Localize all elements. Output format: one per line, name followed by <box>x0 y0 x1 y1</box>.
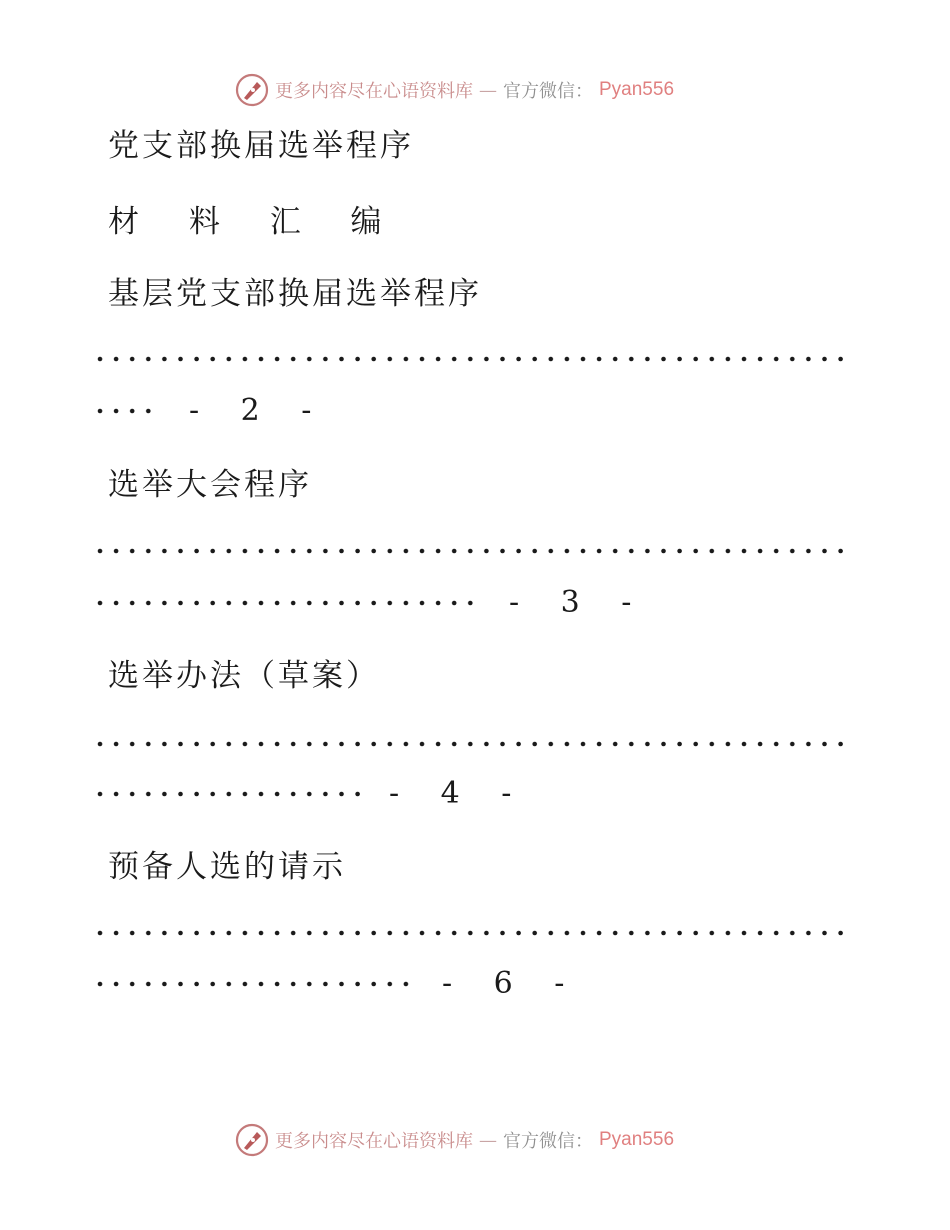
toc-page-number[interactable]: - 2 - <box>189 392 328 428</box>
document-subtitle: 材 料 汇 编 <box>108 204 402 240</box>
pen-nib-logo-icon <box>235 1123 269 1157</box>
toc-entry-title-2[interactable]: 选举大会程序 <box>108 467 312 503</box>
toc-entry-tail-1 <box>96 390 327 430</box>
toc-leader-dots <box>96 922 848 942</box>
toc-leader-dots <box>96 783 361 803</box>
toc-entry-title-3[interactable]: 选举办法（草案） <box>108 658 380 694</box>
toc-leader-dots <box>96 400 161 420</box>
toc-leader-dots <box>96 733 848 753</box>
toc-entry-title-1[interactable]: 基层党支部换届选举程序 <box>108 276 482 312</box>
watermark-official-label: 官方微信： <box>503 1131 593 1152</box>
toc-leader-dots <box>96 592 481 612</box>
toc-page-number[interactable]: - 4 - <box>389 775 528 811</box>
toc-entry-title-4[interactable]: 预备人选的请示 <box>108 849 346 885</box>
watermark-wechat-id: Pyan556 <box>599 1129 675 1150</box>
toc-entry-tail-3 <box>96 773 527 813</box>
header-watermark <box>235 72 674 108</box>
toc-entry-tail-4 <box>96 963 580 1003</box>
watermark-dash: — <box>479 79 497 101</box>
toc-leader-dots <box>96 348 848 368</box>
watermark-text: 更多内容尽在心语资料库 <box>275 1131 473 1152</box>
toc-entry-tail-2 <box>96 582 647 622</box>
footer-watermark <box>235 1122 674 1158</box>
pen-nib-logo-icon <box>235 73 269 107</box>
watermark-wechat-id: Pyan556 <box>599 79 675 100</box>
toc-page-number[interactable]: - 6 - <box>442 965 581 1001</box>
watermark-dash: — <box>479 1129 497 1151</box>
toc-leader-dots <box>96 973 414 993</box>
toc-page-number[interactable]: - 3 - <box>509 584 648 620</box>
document-title: 党支部换届选举程序 <box>108 128 414 164</box>
watermark-official-label: 官方微信： <box>503 81 593 102</box>
watermark-text: 更多内容尽在心语资料库 <box>275 81 473 102</box>
toc-leader-dots <box>96 540 848 560</box>
